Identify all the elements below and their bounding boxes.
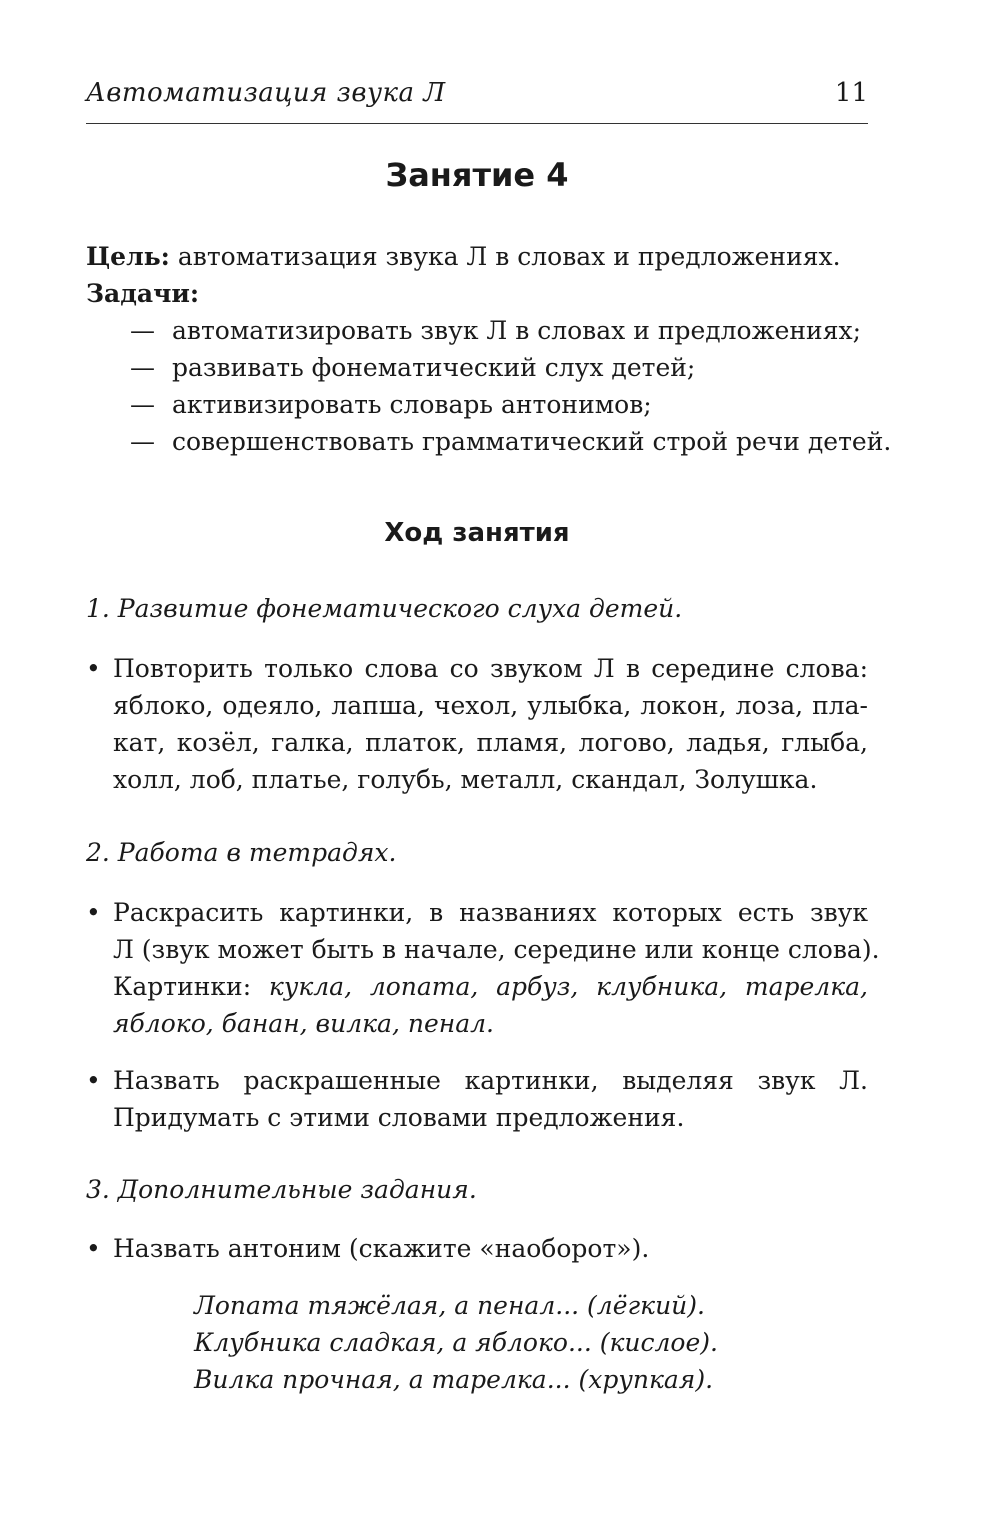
tasks-label: Задачи: [86,279,200,308]
example-line: Клубника сладкая, а яблоко... (кислое). [194,1328,718,1357]
bullet-text [113,650,868,798]
page-number: 11 [834,78,868,108]
text-line: Придумать с этими словами предложения. [113,1103,685,1132]
task-list [130,312,892,460]
bullet-item [86,894,880,1042]
example-line: Вилка прочная, а тарелка... (хрупкая). [194,1365,714,1394]
example-line: Лопата тяжёлая, а пенал... (лёгкий). [194,1291,705,1320]
bullet-item [86,1062,868,1136]
running-title: Автоматизация звука Л [86,78,446,108]
step-heading: 1. Развитие фонематического слуха детей. [86,594,683,623]
bullet-item [86,1230,868,1267]
antonym-examples [194,1287,718,1398]
bullet-icon: • [86,1066,101,1095]
text-line: кат, козёл, галка, платок, пламя, логово, ладья, глыба, [113,728,868,757]
book-page [86,0,892,1519]
text-line: яблоко, одеяло, лапша, чехол, улыбка, локон, лоза, пла- [113,691,868,720]
task-dash: — [130,353,155,382]
running-head [86,78,868,118]
text-line: холл, лоб, платье, голубь, металл, скандал, Золушка. [113,765,818,794]
bullet-text [113,1062,868,1136]
task-dash: — [130,390,155,419]
text-line: Назвать раскрашенные картинки, выделяя звук Л. [113,1066,868,1095]
bullet-text [113,894,880,1042]
task-text: автоматизировать звук Л в словах и предложениях; [172,316,862,345]
bullet-icon: • [86,898,101,927]
task-text: развивать фонематический слух детей; [172,353,696,382]
task-dash: — [130,427,155,456]
pictures-list: кукла, лопата, арбуз, клубника, тарелка, [268,972,868,1001]
text-line: Повторить только слова со звуком Л в середине слова: [113,654,868,683]
bullet-icon: • [86,1234,101,1263]
bullet-text [113,1230,868,1267]
text-line: Л (звук может быть в начале, середине или конце слова). [113,935,880,964]
text-line: Назвать антоним (скажите «наоборот»). [113,1234,650,1263]
lesson-title: Занятие 4 [385,156,569,194]
goal-paragraph [86,238,868,275]
bullet-item [86,650,868,798]
text-line: Раскрасить картинки, в названиях которых есть звук [113,898,868,927]
task-item [130,349,870,386]
task-item [130,312,870,349]
goal-text: автоматизация звука Л в словах и предложениях. [169,242,841,271]
header-rule [86,123,868,124]
task-text: совершенствовать грамматический строй речи детей. [172,427,892,456]
course-title: Ход занятия [384,518,570,548]
pictures-label: Картинки: [113,972,269,1001]
goal-label: Цель: [86,242,170,271]
text-line: яблоко, банан, вилка, пенал. [113,1009,494,1038]
step-heading: 2. Работа в тетрадях. [86,838,397,867]
task-item [130,423,892,460]
task-item [130,386,870,423]
task-text: активизировать словарь антонимов; [172,390,652,419]
task-dash: — [130,316,155,345]
text-line [113,968,868,1005]
step-heading: 3. Дополнительные задания. [86,1175,477,1204]
bullet-icon: • [86,654,101,683]
